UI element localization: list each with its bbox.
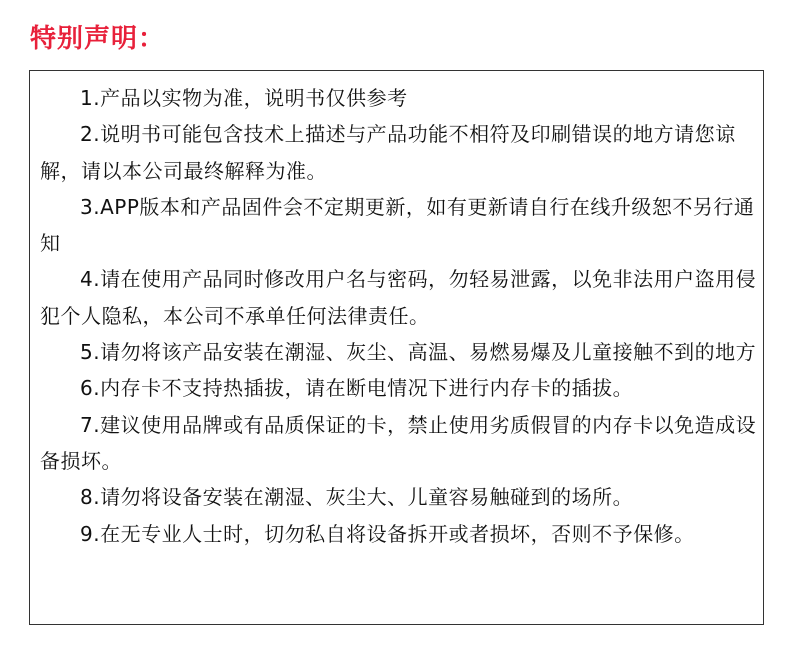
notice-item-1: 1.产品以实物为准，说明书仅供参考 (80, 86, 408, 110)
notice-item-3: 3.APP版本和产品固件会不定期更新，如有更新请自行在线升级恕不另行通知 (40, 194, 755, 256)
notice-item-7: 7.建议使用品牌或有品质保证的卡，禁止使用劣质假冒的内存卡以免造成设备损坏。 (40, 412, 757, 473)
notice-item-6: 6.内存卡不支持热插拔，请在断电情况下进行内存卡的插拔。 (80, 376, 634, 401)
notice-list (40, 80, 758, 552)
page-title: 特别声明： (30, 24, 166, 54)
notice-item-5: 5.请勿将该产品安装在潮湿、灰尘、高温、易燃易爆及儿童接触不到的地方 (80, 340, 757, 365)
notice-item-8: 8.请勿将设备安装在潮湿、灰尘大、儿童容易触碰到的场所。 (80, 485, 634, 510)
notice-item-2: 2.说明书可能包含技术上描述与产品功能不相符及印刷错误的地方请您谅解，请以本公司最终解释为准。 (40, 122, 736, 183)
notice-box (29, 70, 764, 625)
notice-item-9: 9.在无专业人士时，切勿私自将设备拆开或者损坏，否则不予保修。 (80, 521, 695, 546)
notice-item-4: 4.请在使用产品同时修改用户名与密码，勿轻易泄露，以免非法用户盗用侵犯个人隐私，本公司不承单任何法律责任。 (40, 267, 757, 328)
